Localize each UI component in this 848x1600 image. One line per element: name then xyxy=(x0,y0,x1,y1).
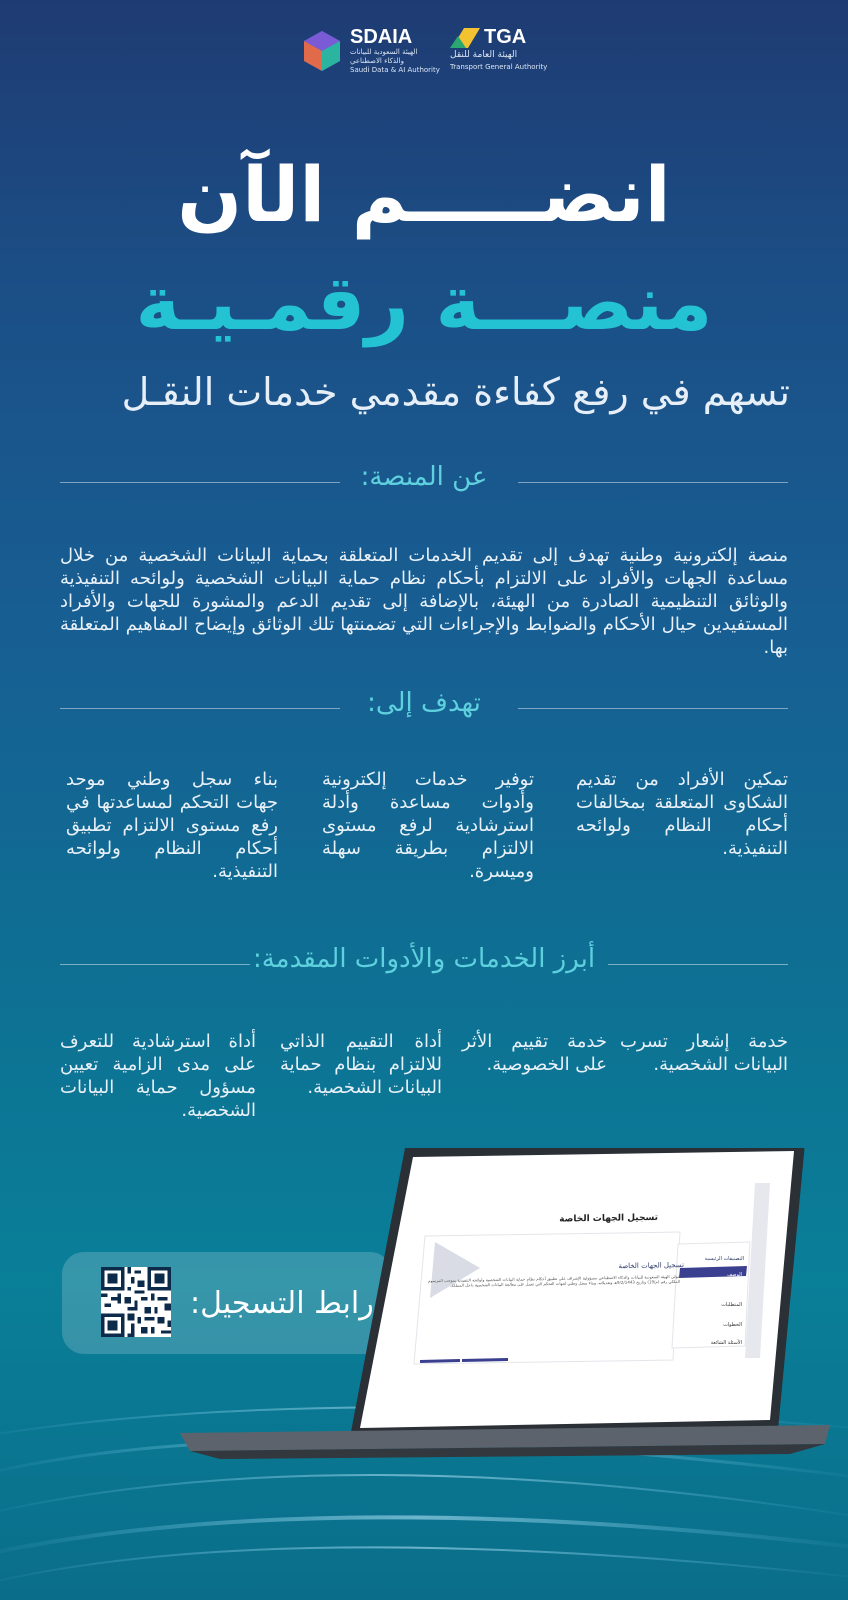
screen-sidebar-item-3[interactable]: الخطوات xyxy=(723,1322,742,1328)
sdaia-name: SDAIA xyxy=(350,26,413,48)
screen-sidebar-item-1[interactable]: الوصف xyxy=(727,1272,742,1278)
sdaia-cube-icon xyxy=(300,29,344,73)
tga-english-name: Transport General Authority xyxy=(450,63,548,71)
goal-item-3: بناء سجل وطني موحد جهات التحكم لمساعدتها في رفع مستوى الالتزام تطبيق أحكام النظام ولوائحه التنفيذية. xyxy=(66,769,278,882)
sdaia-logo xyxy=(300,26,440,76)
sdaia-english-name: Saudi Data & AI Authority xyxy=(350,66,440,74)
about-paragraph: منصة إلكترونية وطنية تهدف إلى تقديم الخدمات المتعلقة بحماية البيانات الشخصية من خلال مساعدة الجهات والأفراد على الالتزام بأحكام نظام حماية البيانات الشخصية ولوائحه التنفيذية والوثائق التنظيمية الصادرة من الهيئة، بالإضافة إلى تقديم الدعم والمشورة للجهات والأفراد المستفيدين حيال الأحكام والضوابط والإجراءات التي تضمنتها تلك الوثائق وإيضاح المفاهيم المتعلقة بها. xyxy=(60,545,788,658)
goals-section-header xyxy=(60,688,788,728)
partner-logos xyxy=(300,26,550,76)
screen-sidebar-item-2[interactable]: المتطلبات xyxy=(721,1302,742,1308)
goal-item-1: تمكين الأفراد من تقديم الشكاوى المتعلقة بمخالفات أحكام النظام ولوائحه التنفيذية. xyxy=(576,769,788,859)
headline-digital-platform: منصـــة رقمـيـة xyxy=(135,258,713,347)
screen-card-title: تسجيل الجهات الخاصة xyxy=(618,1261,684,1271)
tga-arabic-name: الهيئة العامة للنقل xyxy=(450,50,518,60)
goals-title: تهدف إلى: xyxy=(367,688,481,718)
headline-join-now: انضـــــم الآن xyxy=(177,150,671,239)
tga-logo xyxy=(450,26,550,76)
screen-page-title: تسجيل الجهات الخاصة xyxy=(559,1212,658,1225)
service-item-4: أداة استرشادية للتعرف على مدى الزامية تعيين مسؤول حماية البيانات الشخصية. xyxy=(60,1031,256,1121)
screen-sidebar-item-4[interactable]: الأسئلة الشائعة xyxy=(710,1340,742,1346)
service-item-2: خدمة تقييم الأثر على الخصوصية. xyxy=(462,1031,607,1075)
about-title: عن المنصة: xyxy=(360,462,488,492)
sdaia-arabic-line1: الهيئة السعودية للبيانات xyxy=(350,48,418,56)
registration-label: رابط التسجيل: xyxy=(190,1286,374,1321)
tga-emblem-icon xyxy=(450,26,482,50)
service-item-1: خدمة إشعار تسرب البيانات الشخصية. xyxy=(620,1031,788,1075)
service-item-3: أداة التقييم الذاتي للالتزام بنظام حماية البيانات الشخصية. xyxy=(280,1031,442,1098)
screen-card-text: تتولى الهيئة السعودية للبيانات والذكاء الاصطناعي مسؤولية الإشراف على تطبيق أحكام نظام حماية البيانات الشخصية ولوائحه التنفيذية بموجب المرسوم الملكي رقم (م/19) وتاريخ 9/2/1443هـ وتعديلاته، وبناء سجل وطني لجهات التحكم التي تعمل على معالجة البيانات الشخصية داخل المملكة. xyxy=(428,1273,680,1288)
subtitle: تسهم في رفع كفاءة مقدمي خدمات النقـل xyxy=(121,370,790,414)
services-title: أبرز الخدمات والأدوات المقدمة: xyxy=(252,944,596,974)
qr-code-icon[interactable] xyxy=(101,1267,171,1337)
about-section-header xyxy=(60,462,788,502)
screen-sidebar-header: التصنيفات الرئيسية xyxy=(704,1256,744,1262)
goal-item-2: توفير خدمات إلكترونية وأدوات مساعدة وأدلة استرشادية لرفع مستوى الالتزام بطريقة سهلة وميسرة. xyxy=(322,769,534,882)
sdaia-arabic-line2: والذكاء الاصطناعي xyxy=(350,57,404,65)
services-section-header xyxy=(60,944,788,984)
laptop-mockup xyxy=(180,1148,830,1488)
tga-name: TGA xyxy=(484,26,527,48)
